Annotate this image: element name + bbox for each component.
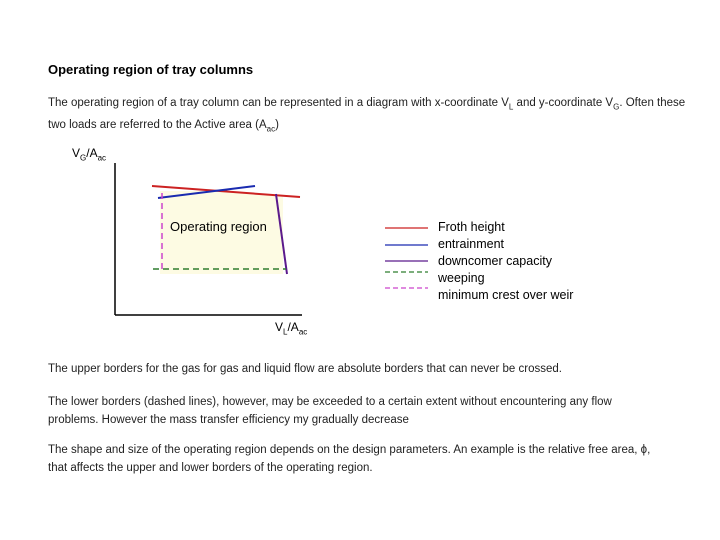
legend-label-minimum-crest-over-weir: minimum crest over weir (438, 288, 574, 302)
legend-label-froth-height: Froth height (438, 220, 505, 234)
upper-borders-paragraph: The upper borders for the gas for gas and liquid flow are absolute borders that can never be crossed. (48, 363, 562, 375)
legend-label-entrainment: entrainment (438, 237, 505, 251)
legend-label-weeping: weeping (438, 271, 485, 285)
intro-sub-3: ac (266, 124, 276, 134)
x-axis-label (275, 320, 307, 336)
intro-text-4: ) (275, 119, 279, 132)
design-parameters-paragraph: The shape and size of the operating region depends on the design parameters. An example is the relative free area, ϕ, that affects the upper and lower borders of the operating region. (48, 444, 651, 474)
intro-text-1: The operating region of a tray column can be represented in a diagram with x-coordinate V (48, 97, 509, 109)
page-title: Operating region of tray columns (48, 62, 254, 77)
intro-sub-1: L (508, 102, 514, 112)
y-axis-label-area: /A (86, 146, 98, 160)
x-axis-label-main: V (275, 320, 284, 334)
y-axis-label-main: V (72, 146, 81, 160)
y-axis-label-sub: G (80, 153, 87, 163)
x-axis-label-area: /A (287, 320, 299, 334)
operating-region-label: Operating region (170, 219, 267, 234)
x-axis-label-area-sub: ac (298, 327, 308, 337)
legend-label-downcomer-capacity: downcomer capacity (438, 254, 552, 268)
y-axis-label (72, 146, 106, 162)
x-axis-label-sub: L (283, 327, 288, 337)
lower-borders-paragraph: The lower borders (dashed lines), however, may be exceeded to a certain extent without encountering any flow problems. However the mass transfer efficiency my gradually decrease (48, 396, 612, 426)
y-axis-label-area-sub: ac (97, 153, 107, 163)
intro-text-3: . Often these two loads are referred to the Active area (A (48, 97, 686, 132)
intro-text-2: and y-coordinate V (513, 97, 614, 109)
intro-sub-2: G (613, 102, 620, 112)
